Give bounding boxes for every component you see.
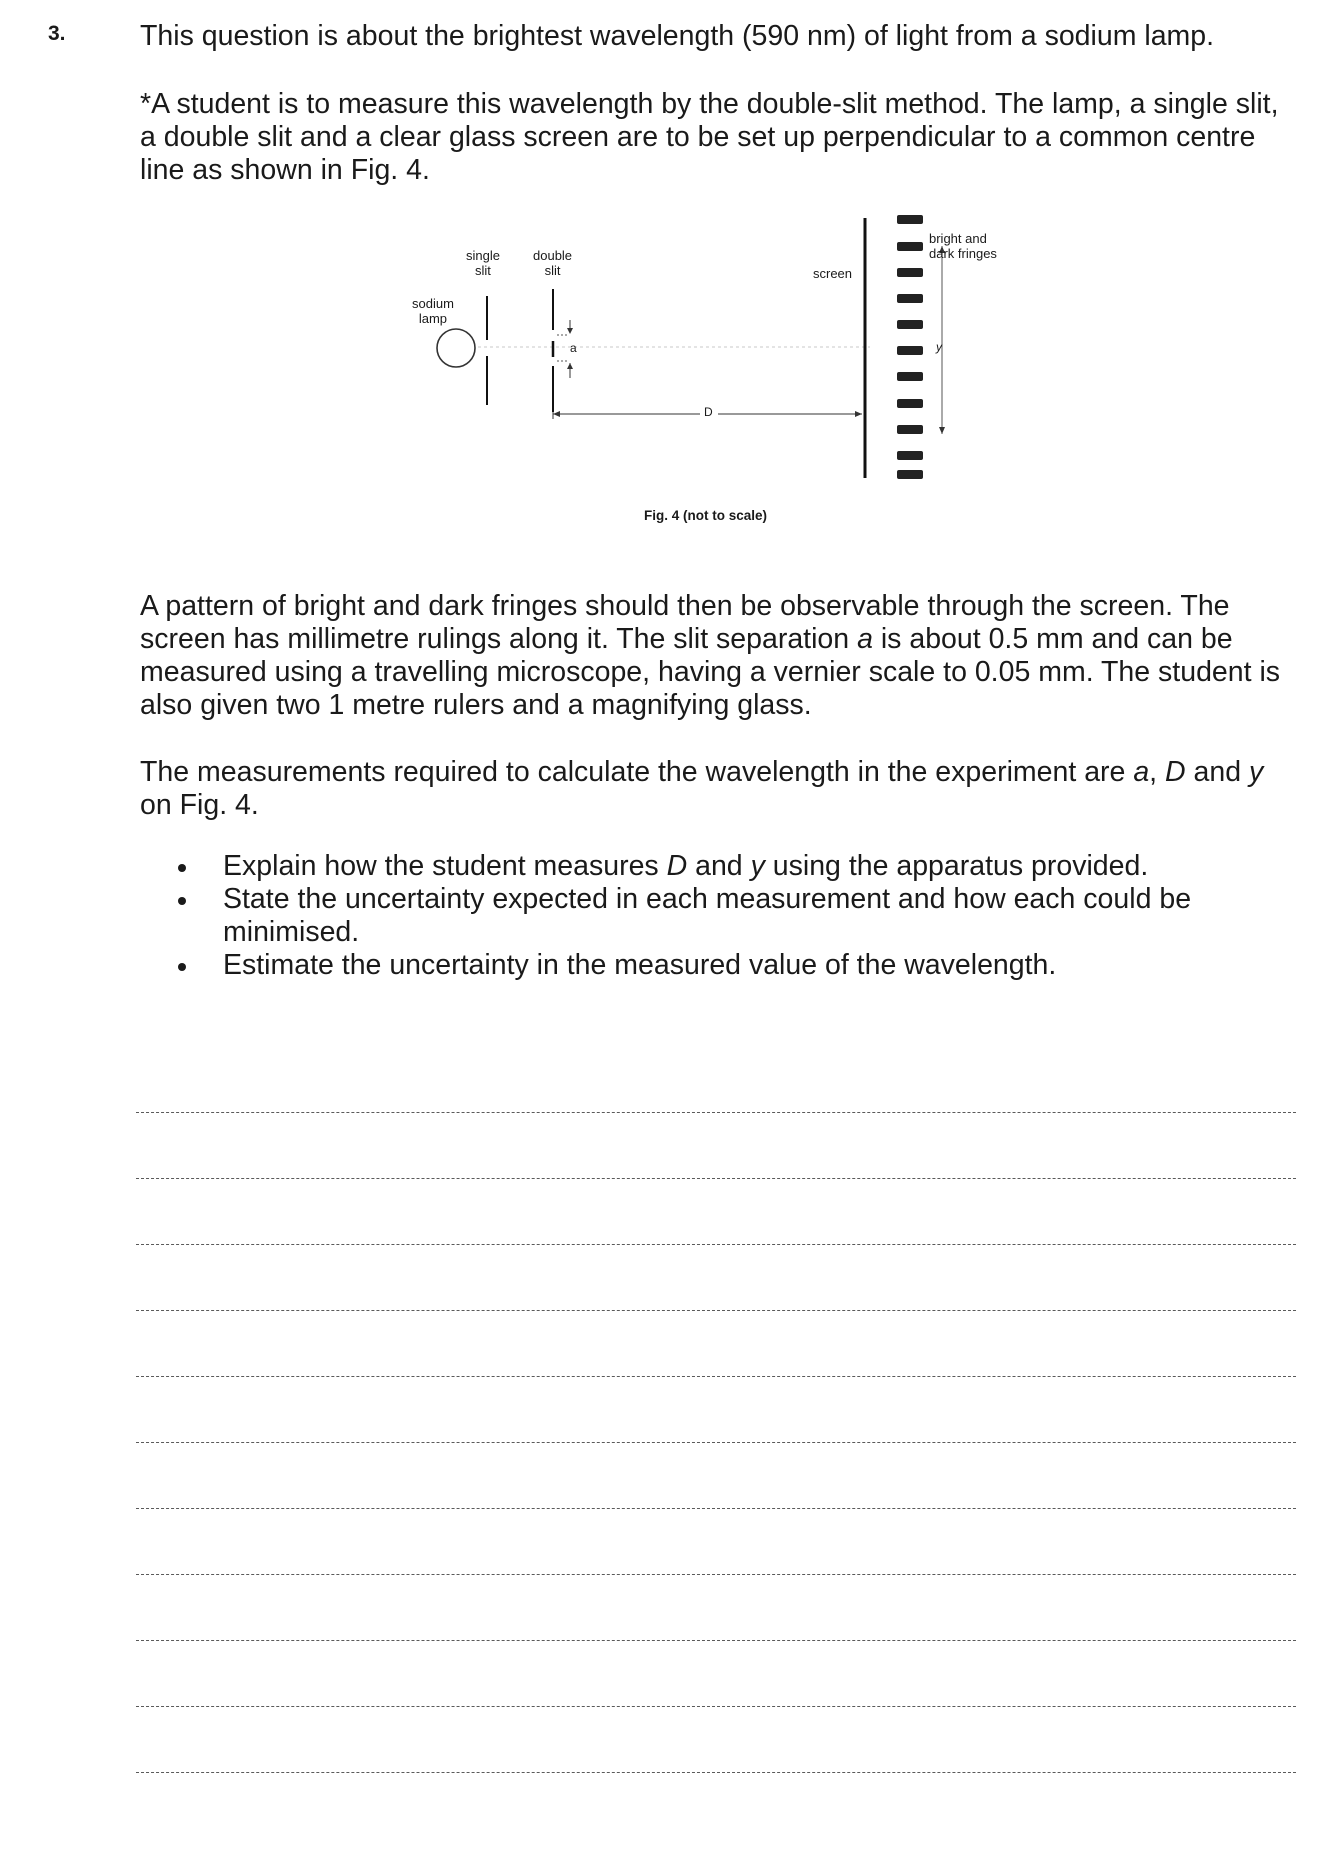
measurements-paragraph: The measurements required to calculate the wavelength in the experiment are a, D and y on Fig. 4.: [140, 756, 1264, 821]
answer-line[interactable]: [136, 1442, 1296, 1443]
task-bullet-explain: Explain how the student measures D and y using the apparatus provided.: [178, 850, 1278, 883]
answer-line[interactable]: [136, 1508, 1296, 1509]
pattern-paragraph: A pattern of bright and dark fringes should then be observable through the screen. The screen has millimetre rulings along it. The slit separation a is about 0.5 mm and can be measured using a travelling microscope, having a vernier scale to 0.05 mm. The student is also given two 1 metre rulers and a magnifying glass.: [140, 590, 1281, 721]
question-intro: This question is about the brightest wavelength (590 nm) of light from a sodium lamp.: [140, 20, 1215, 52]
task-bullet-list: [178, 850, 1278, 982]
label-sodium-lamp: sodium lamp: [412, 296, 454, 326]
question-number: 3.: [48, 22, 66, 45]
question-setup: *A student is to measure this wavelength by the double-slit method. The lamp, a single slit, a double slit and a clear glass screen are to be set up perpendicular to a common centre line as shown in Fig. 4.: [140, 88, 1279, 186]
answer-line[interactable]: [136, 1640, 1296, 1641]
task-bullet-uncertainty: State the uncertainty expected in each measurement and how each could be minimised.: [178, 883, 1278, 949]
task-bullet-estimate: Estimate the uncertainty in the measured value of the wavelength.: [178, 949, 1278, 982]
label-a: a: [570, 341, 577, 355]
label-double-slit: double slit: [533, 248, 573, 278]
answer-line[interactable]: [136, 1310, 1296, 1311]
answer-line[interactable]: [136, 1112, 1296, 1113]
label-screen: screen: [813, 266, 853, 281]
answer-line[interactable]: [136, 1706, 1296, 1707]
figure-caption: Fig. 4 (not to scale): [644, 508, 768, 523]
answer-line[interactable]: [136, 1178, 1296, 1179]
fringe-pattern: [897, 215, 923, 479]
label-y: y: [936, 340, 942, 354]
label-single-slit: single slit: [466, 248, 500, 278]
answer-line[interactable]: [136, 1244, 1296, 1245]
sodium-lamp-icon: [437, 329, 475, 367]
answer-line[interactable]: [136, 1376, 1296, 1377]
answer-line[interactable]: [136, 1772, 1296, 1773]
label-D: D: [704, 405, 713, 419]
answer-line[interactable]: [136, 1574, 1296, 1575]
figure-4: [0, 0, 1334, 540]
label-fringes: bright and dark fringes: [929, 231, 997, 261]
double-slit-diagram: [0, 0, 1334, 540]
